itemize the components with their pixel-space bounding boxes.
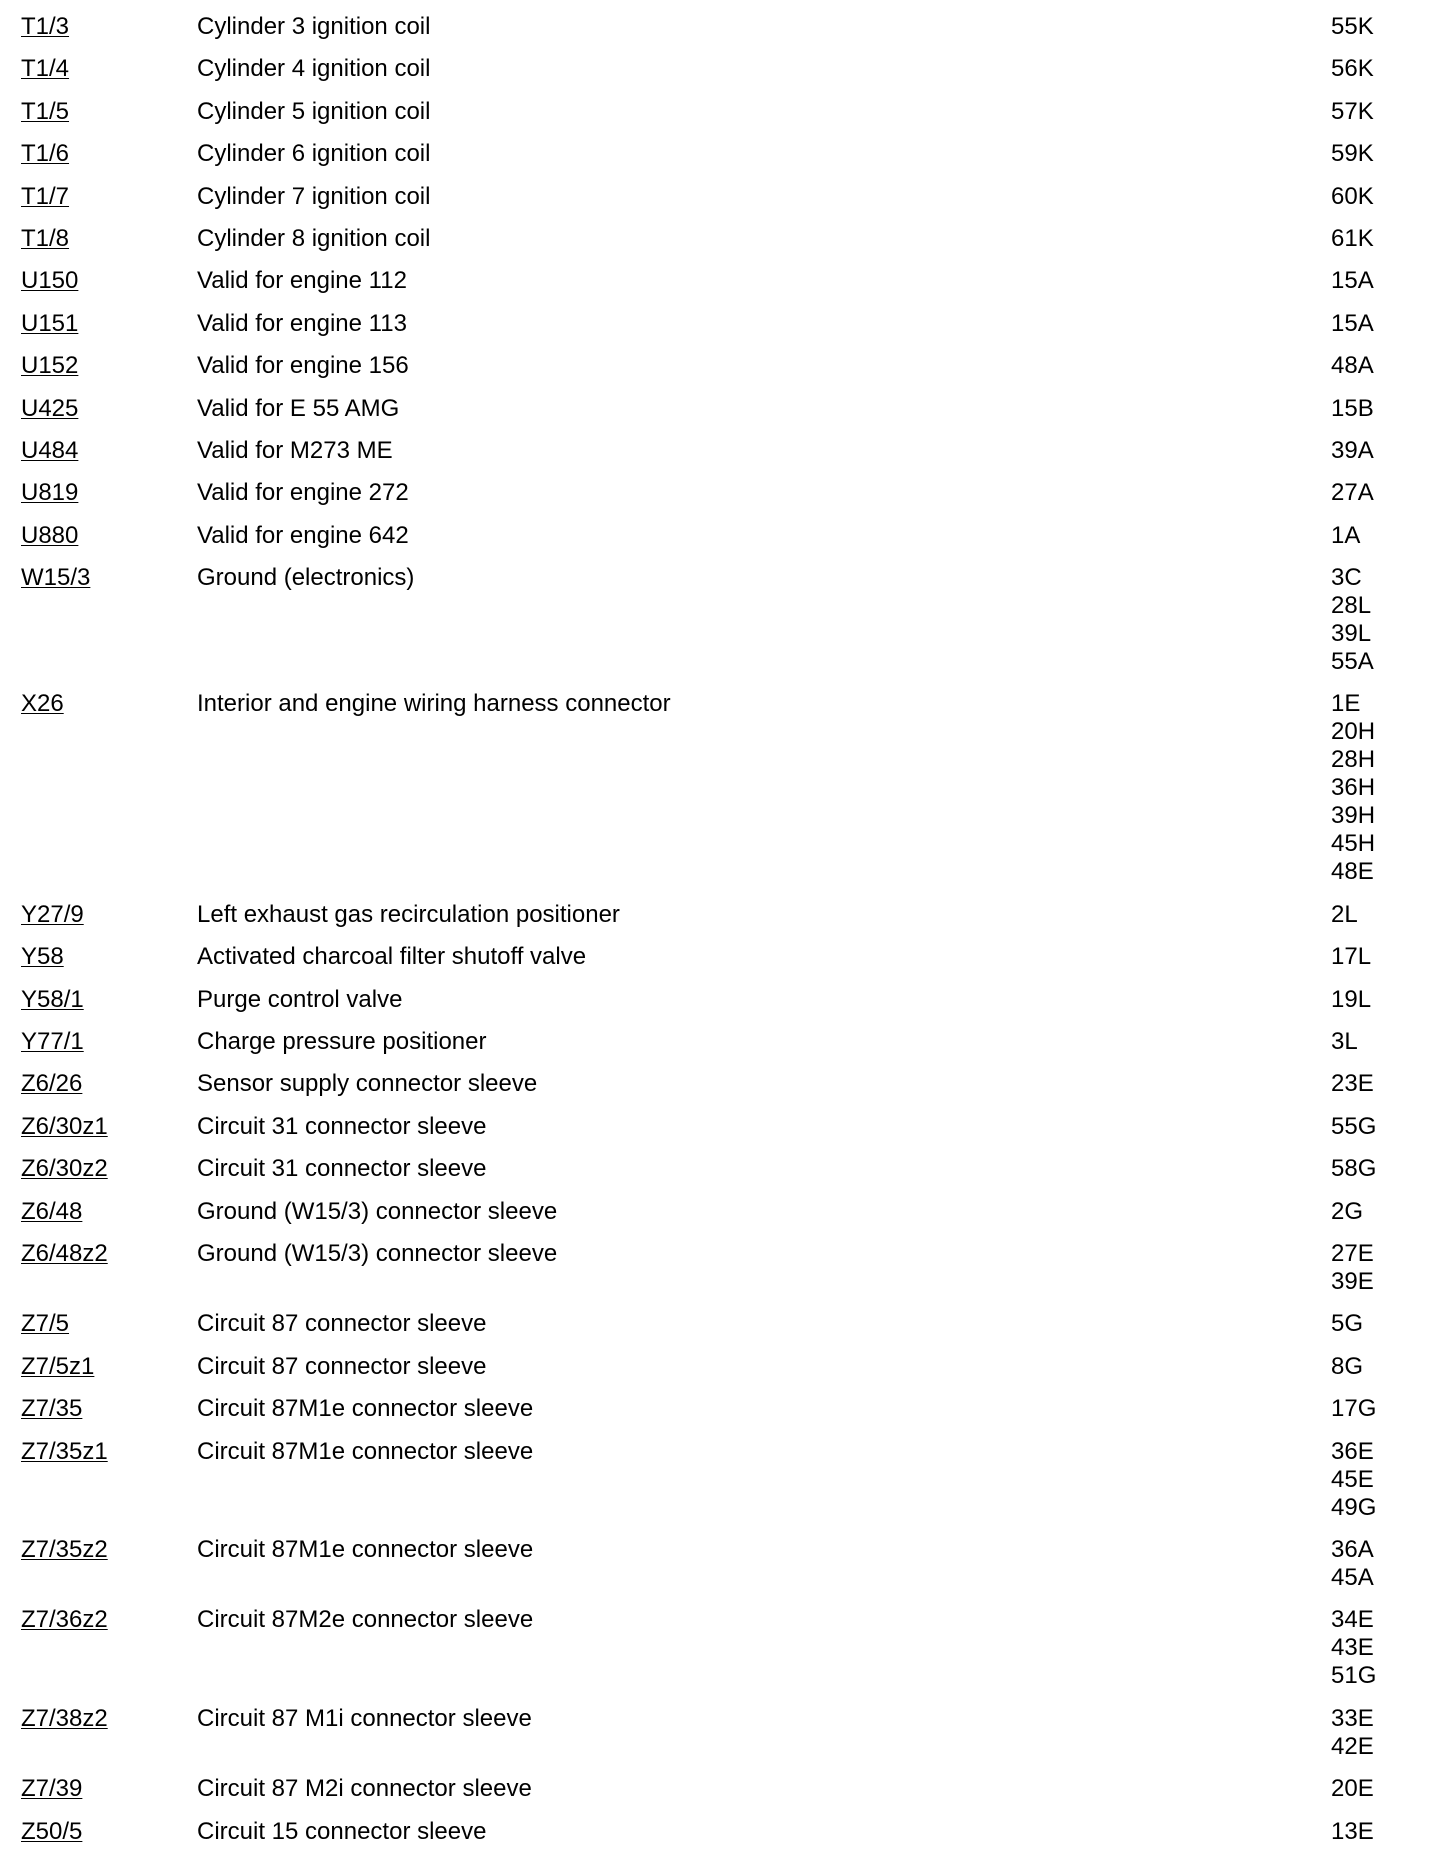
table-row [0,986,1440,1028]
grid-location: 39E [1331,1267,1374,1295]
location-list [1331,564,1374,676]
grid-location: 55K [1331,13,1374,40]
component-description: Valid for M273 ME [197,436,393,464]
location-list [1331,1536,1374,1592]
component-code-link[interactable]: W15/3 [21,564,91,592]
component-code-link[interactable]: U425 [21,394,79,422]
component-description: Valid for engine 156 [197,352,409,380]
grid-location: 13E [1331,1817,1374,1845]
table-row [0,55,1440,97]
grid-location: 48A [1331,352,1374,380]
component-code-link[interactable]: U152 [21,352,79,380]
location-list [1331,1606,1376,1690]
component-code-link[interactable]: Z6/26 [21,1070,83,1098]
table-row [0,183,1440,225]
location-list [1331,267,1374,295]
location-list [1331,1198,1363,1226]
component-code-link[interactable]: X26 [21,690,64,718]
component-description: Circuit 87M1e connector sleeve [197,1535,534,1563]
component-description: Ground (W15/3) connector sleeve [197,1239,558,1267]
location-list [1331,1070,1374,1098]
component-code-link[interactable]: Y27/9 [21,900,84,928]
location-list [1331,986,1371,1014]
grid-location: 56K [1331,55,1374,83]
component-description: Circuit 87 connector sleeve [197,1310,487,1338]
table-row [0,1395,1440,1437]
location-list [1331,1240,1374,1296]
component-code-link[interactable]: U151 [21,309,79,337]
table-row [0,1070,1440,1112]
component-code-link[interactable]: T1/4 [21,55,70,83]
grid-location: 3C [1331,564,1362,592]
component-description: Left exhaust gas recirculation positioner [197,900,620,928]
component-code-link[interactable]: Z7/35z1 [21,1437,108,1465]
table-row [0,1113,1440,1155]
grid-location: 43E [1331,1634,1374,1662]
component-description: Circuit 87M1e connector sleeve [197,1395,534,1423]
component-description: Valid for engine 642 [197,521,409,549]
component-description: Circuit 87 connector sleeve [197,1352,487,1380]
grid-location: 36H [1331,774,1376,802]
grid-location: 23E [1331,1070,1374,1098]
component-description: Valid for engine 112 [197,267,407,295]
grid-location: 19L [1331,985,1372,1013]
component-code-link[interactable]: T1/6 [21,140,70,168]
location-list [1331,225,1374,253]
component-description: Valid for engine 113 [197,309,407,337]
table-row [0,943,1440,985]
location-list [1331,437,1374,465]
component-code-link[interactable]: Z7/39 [21,1775,83,1803]
table-row [0,13,1440,55]
grid-location: 42E [1331,1732,1374,1760]
location-list [1331,395,1374,423]
component-description: Cylinder 5 ignition coil [197,97,431,125]
component-code-link[interactable]: T1/3 [21,13,70,40]
location-list [1331,1113,1376,1141]
component-description: Circuit 87 M1i connector sleeve [197,1704,532,1732]
component-code-link[interactable]: Z6/48 [21,1197,83,1225]
grid-location: 45H [1331,830,1376,858]
location-list [1331,1395,1376,1423]
component-description: Activated charcoal filter shutoff valve [197,943,587,971]
grid-location: 15A [1331,309,1374,337]
component-code-link[interactable]: Z7/5z1 [21,1352,95,1380]
component-description: Charge pressure positioner [197,1028,487,1056]
table-row [0,1353,1440,1395]
location-list [1331,140,1374,168]
grid-location: 55G [1331,1112,1377,1140]
grid-location: 48E [1331,858,1374,886]
location-list [1331,690,1375,886]
location-list [1331,183,1374,211]
component-description: Ground (electronics) [197,564,415,592]
component-description: Ground (W15/3) connector sleeve [197,1197,558,1225]
grid-location: 15B [1331,394,1374,422]
component-description: Cylinder 6 ignition coil [197,140,431,168]
grid-location: 8G [1331,1352,1364,1380]
table-row [0,479,1440,521]
table-row [0,564,1440,690]
table-row [0,1310,1440,1352]
component-code-link[interactable]: U150 [21,267,79,295]
component-code-link[interactable]: T1/8 [21,224,70,252]
component-legend-table [0,13,1440,1860]
component-description: Circuit 87 M2i connector sleeve [197,1775,532,1803]
grid-location: 59K [1331,140,1374,168]
component-code-link[interactable]: Z6/30z1 [21,1112,108,1140]
component-description: Cylinder 3 ignition coil [197,13,431,40]
component-code-link[interactable]: Z50/5 [21,1817,83,1845]
component-description: Cylinder 7 ignition coil [197,182,431,210]
table-row [0,1155,1440,1197]
component-code-link[interactable]: Y58/1 [21,985,84,1013]
location-list [1331,310,1374,338]
location-list [1331,1775,1374,1803]
grid-location: 1E [1331,690,1361,718]
component-description: Valid for engine 272 [197,479,409,507]
location-list [1331,943,1371,971]
component-code-link[interactable]: Z7/5 [21,1310,70,1338]
grid-location: 55A [1331,648,1374,676]
component-code-link[interactable]: U819 [21,479,79,507]
grid-location: 3L [1331,1028,1358,1056]
table-row [0,1775,1440,1817]
grid-location: 36E [1331,1437,1374,1465]
grid-location: 39H [1331,802,1376,830]
component-code-link[interactable]: Z7/38z2 [21,1704,108,1732]
grid-location: 2L [1331,900,1358,928]
table-row [0,437,1440,479]
table-row [0,1818,1440,1860]
component-description: Valid for E 55 AMG [197,394,400,422]
grid-location: 57K [1331,97,1374,125]
table-row [0,1198,1440,1240]
location-list [1331,479,1374,507]
grid-location: 58G [1331,1155,1377,1183]
grid-location: 61K [1331,224,1374,252]
grid-location: 5G [1331,1310,1364,1338]
component-description: Circuit 31 connector sleeve [197,1112,487,1140]
table-row [0,522,1440,564]
component-code-link[interactable]: Z7/36z2 [21,1606,108,1634]
grid-location: 2G [1331,1197,1364,1225]
location-list [1331,55,1374,83]
table-row [0,140,1440,182]
location-list [1331,352,1374,380]
table-row [0,310,1440,352]
location-list [1331,522,1360,550]
component-description: Interior and engine wiring harness connector [197,690,671,718]
table-row [0,267,1440,309]
table-row [0,395,1440,437]
table-row [0,98,1440,140]
component-description: Purge control valve [197,985,403,1013]
grid-location: 28H [1331,746,1376,774]
component-code-link[interactable]: Z6/30z2 [21,1155,108,1183]
grid-location: 17G [1331,1395,1377,1423]
table-row [0,352,1440,394]
table-row [0,690,1440,900]
grid-location: 1A [1331,521,1361,549]
table-row [0,225,1440,267]
component-code-link[interactable]: Z7/35z2 [21,1535,108,1563]
component-code-link[interactable]: Y58 [21,943,64,971]
component-description: Circuit 87M1e connector sleeve [197,1437,534,1465]
grid-location: 49G [1331,1493,1377,1521]
grid-location: 20E [1331,1775,1374,1803]
table-row [0,1536,1440,1606]
location-list [1331,1310,1363,1338]
table-row [0,1606,1440,1704]
location-list [1331,1155,1376,1183]
location-list [1331,901,1358,929]
grid-location: 33E [1331,1704,1374,1732]
component-code-link[interactable]: U484 [21,436,79,464]
grid-location: 36A [1331,1535,1374,1563]
table-row [0,1438,1440,1536]
component-code-link[interactable]: Z7/35 [21,1395,83,1423]
location-list [1331,1353,1363,1381]
component-code-link[interactable]: U880 [21,521,79,549]
grid-location: 15A [1331,267,1374,295]
grid-location: 60K [1331,182,1374,210]
component-description: Cylinder 4 ignition coil [197,55,431,83]
grid-location: 51G [1331,1662,1377,1690]
component-description: Circuit 87M2e connector sleeve [197,1606,534,1634]
grid-location: 20H [1331,718,1376,746]
table-row [0,1705,1440,1775]
location-list [1331,1028,1358,1056]
table-row [0,901,1440,943]
grid-location: 39A [1331,436,1374,464]
grid-location: 28L [1331,592,1372,620]
component-description: Cylinder 8 ignition coil [197,224,431,252]
component-description: Sensor supply connector sleeve [197,1070,538,1098]
component-code-link[interactable]: Y77/1 [21,1028,84,1056]
table-row [0,1240,1440,1310]
location-list [1331,1438,1376,1522]
component-code-link[interactable]: T1/7 [21,182,70,210]
component-code-link[interactable]: T1/5 [21,97,70,125]
component-description: Circuit 15 connector sleeve [197,1817,487,1845]
component-code-link[interactable]: Z6/48z2 [21,1239,108,1267]
grid-location: 45E [1331,1465,1374,1493]
location-list [1331,1705,1374,1761]
location-list [1331,13,1374,41]
grid-location: 27E [1331,1239,1374,1267]
grid-location: 17L [1331,943,1372,971]
table-row [0,1028,1440,1070]
component-description: Circuit 31 connector sleeve [197,1155,487,1183]
grid-location: 45A [1331,1563,1374,1591]
location-list [1331,1818,1374,1846]
grid-location: 34E [1331,1606,1374,1634]
grid-location: 39L [1331,620,1372,648]
grid-location: 27A [1331,479,1374,507]
location-list [1331,98,1374,126]
